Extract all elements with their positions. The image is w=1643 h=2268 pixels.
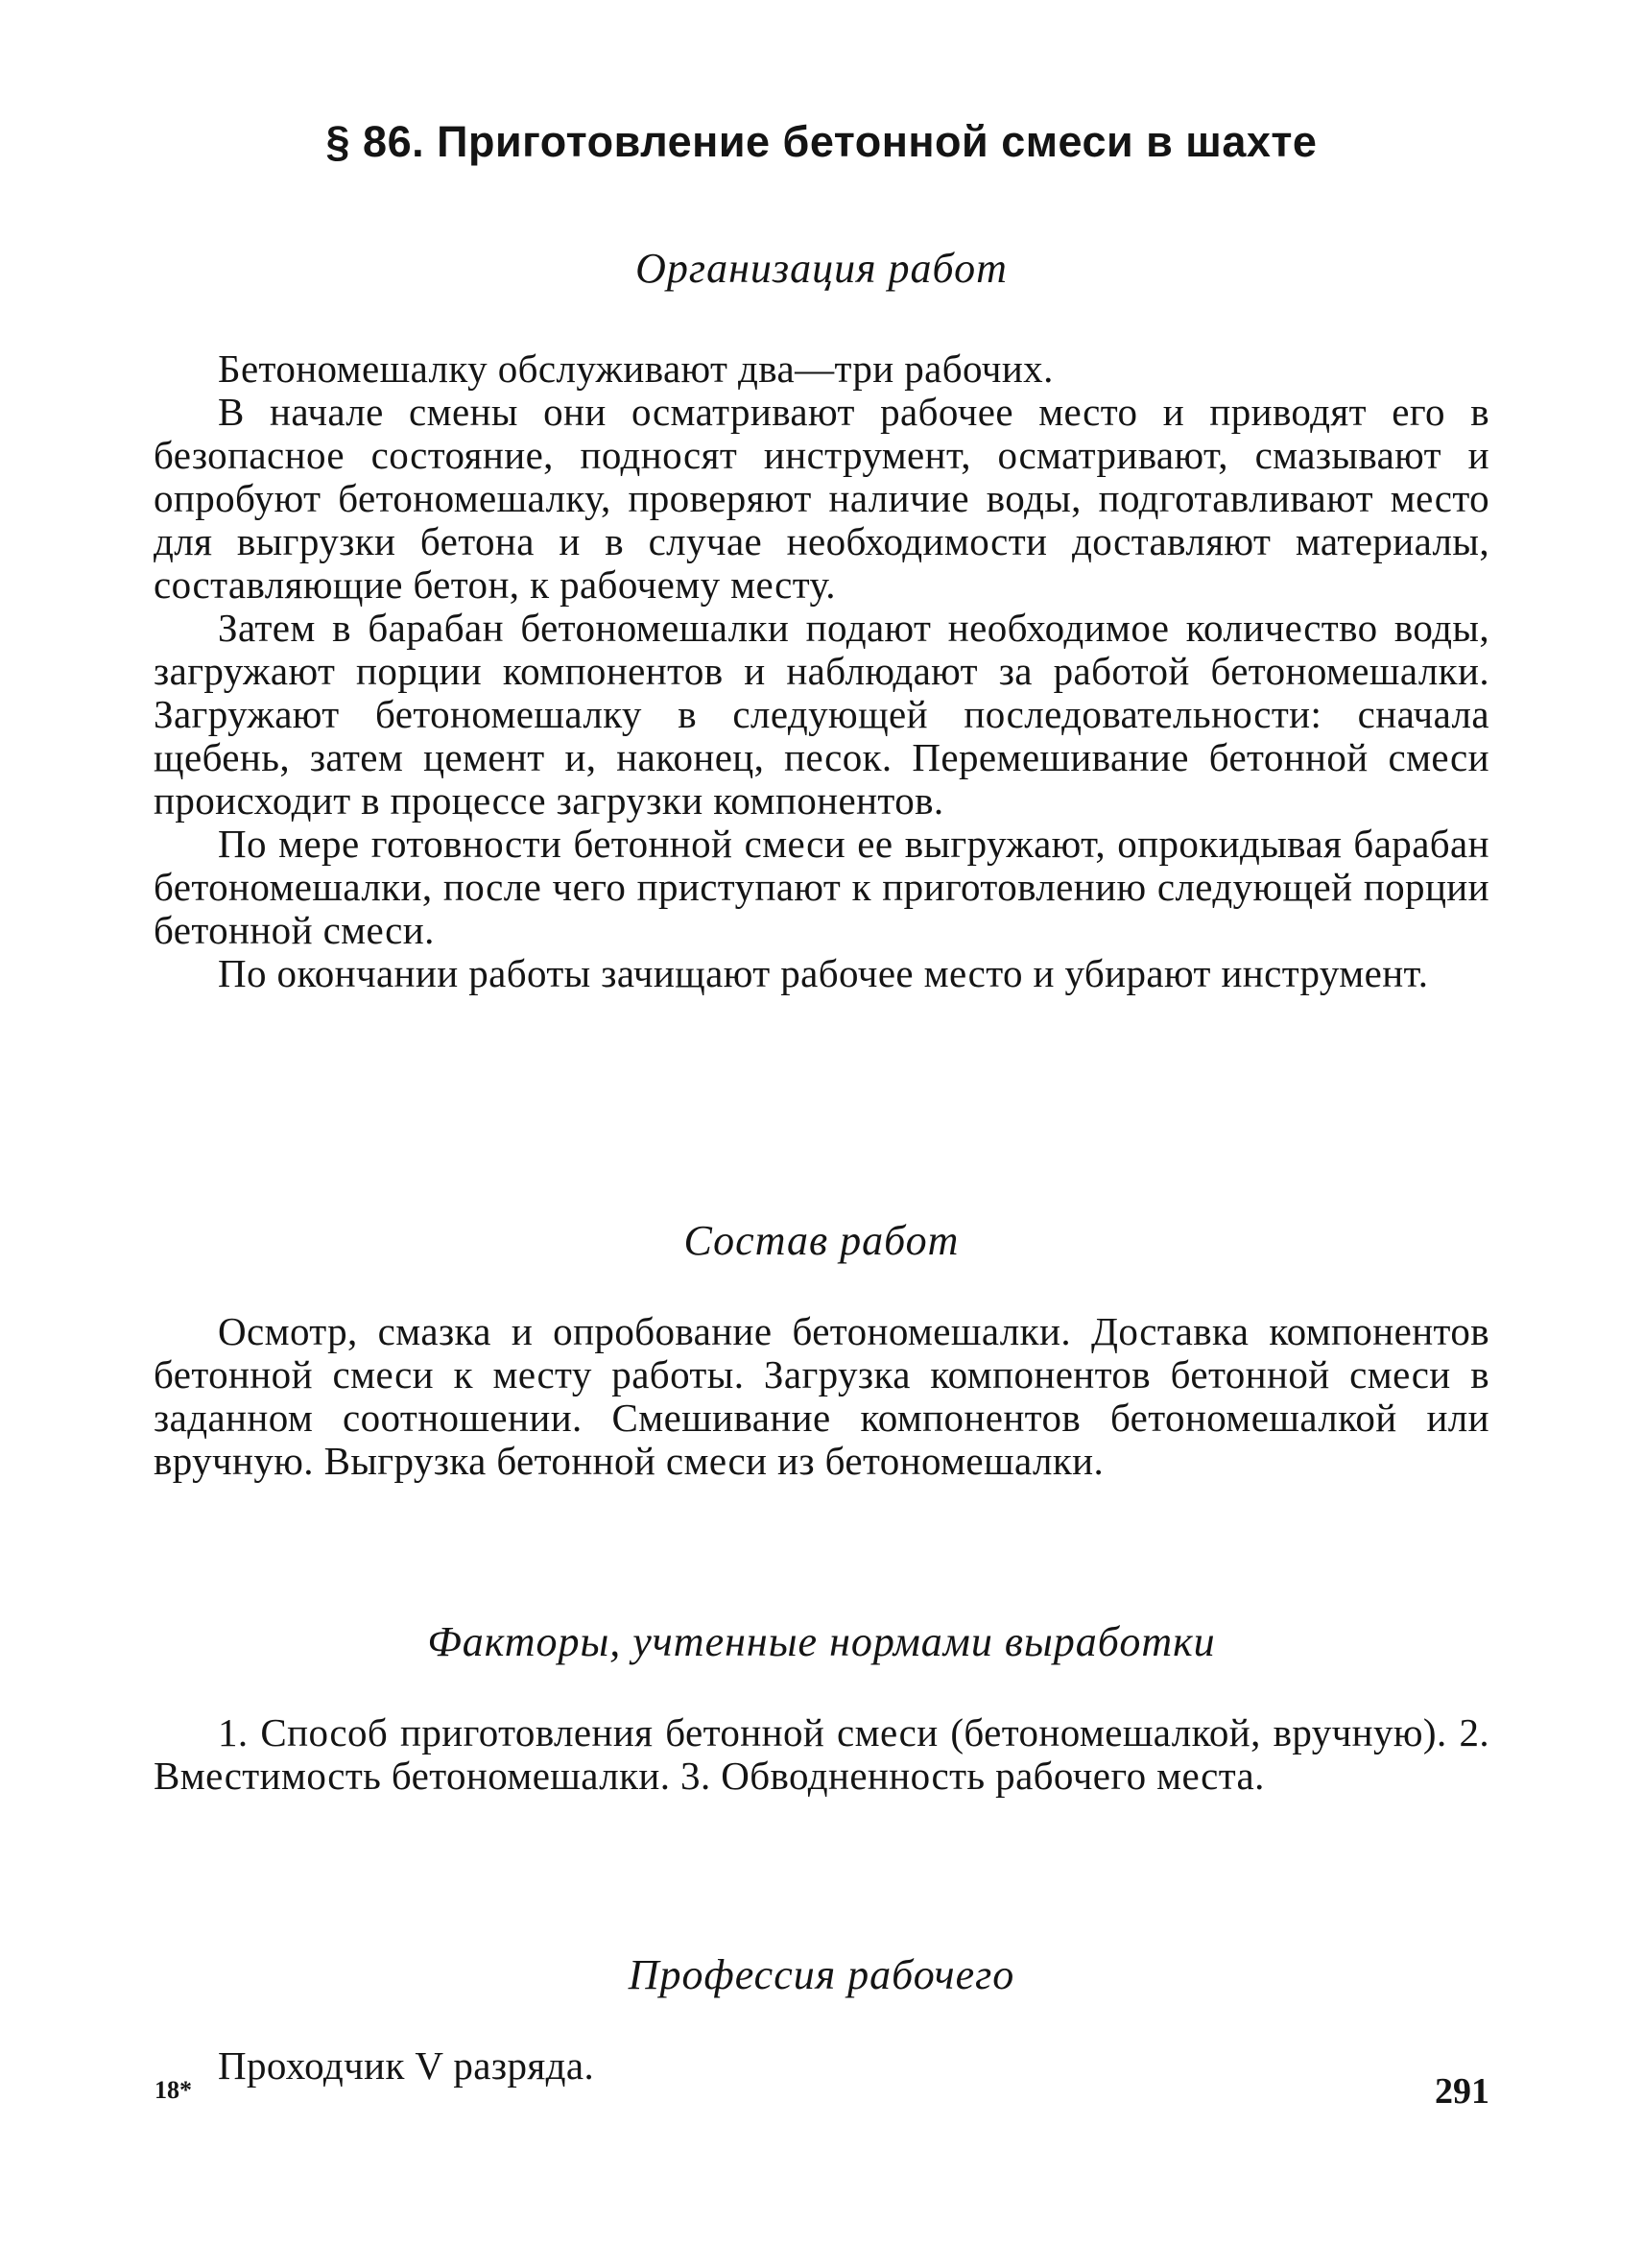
page-title: § 86. Приготовление бетонной смеси в шахте xyxy=(325,117,1318,166)
signature-mark: 18* xyxy=(155,2076,192,2104)
section-profession-body xyxy=(154,2044,1489,2088)
paragraph: По мере готовности бетонной смеси ее выгружают, опрокидывая барабан бетономешалки, после чего приступают к приготовлению следующей порции бетонной смеси. xyxy=(154,822,1489,952)
subheading-organization: Организация работ xyxy=(635,245,1008,292)
section-work-composition-body xyxy=(154,1310,1489,1483)
subheading-work-composition: Состав работ xyxy=(683,1217,960,1264)
paragraph: Проходчик V разряда. xyxy=(218,2043,595,2088)
section-factors-body xyxy=(154,1711,1489,1798)
paragraph: Бетономешалку обслуживают два—три рабочих. xyxy=(218,346,1054,391)
subheading-profession: Профессия рабочего xyxy=(628,1951,1015,1998)
paragraph: По окончании работы зачищают рабочее место и убирают инструмент. xyxy=(218,951,1429,995)
paragraph: 1. Способ приготовления бетонной смеси (бетономешалкой, вручную). 2. Вместимость бетономешалки. 3. Обводненность рабочего места. xyxy=(154,1710,1489,1798)
paragraph: Осмотр, смазка и опробование бетономешалки. Доставка компонентов бетонной смеси к месту работы. Загрузка компонентов бетонной смеси в заданном соотношении. Смешивание компонентов бетономешалкой или вручную. Выгрузка бетонной смеси из бетономешалки. xyxy=(154,1309,1489,1483)
section-organization-body xyxy=(154,347,1489,995)
paragraph: Затем в барабан бетономешалки подают необходимое количество воды, загружают порции компонентов и наблюдают за работой бетономешалки. Загружают бетономешалку в следующей последовательности: сначала щебень, затем цемент и, наконец, песок. Перемешивание бетонной смеси происходит в процессе загрузки компонентов. xyxy=(154,606,1489,823)
subheading-factors: Факторы, учтенные нормами выработки xyxy=(427,1618,1216,1665)
page-number: 291 xyxy=(1435,2071,1489,2112)
paragraph: В начале смены они осматривают рабочее место и приводят его в безопасное состояние, подносят инструмент, осматривают, смазывают и опробуют бетономешалку, проверяют наличие воды, подготавливают место для выгрузки бетона и в случае необходимости доставляют материалы, составляющие бетон, к рабочему месту. xyxy=(154,390,1489,607)
